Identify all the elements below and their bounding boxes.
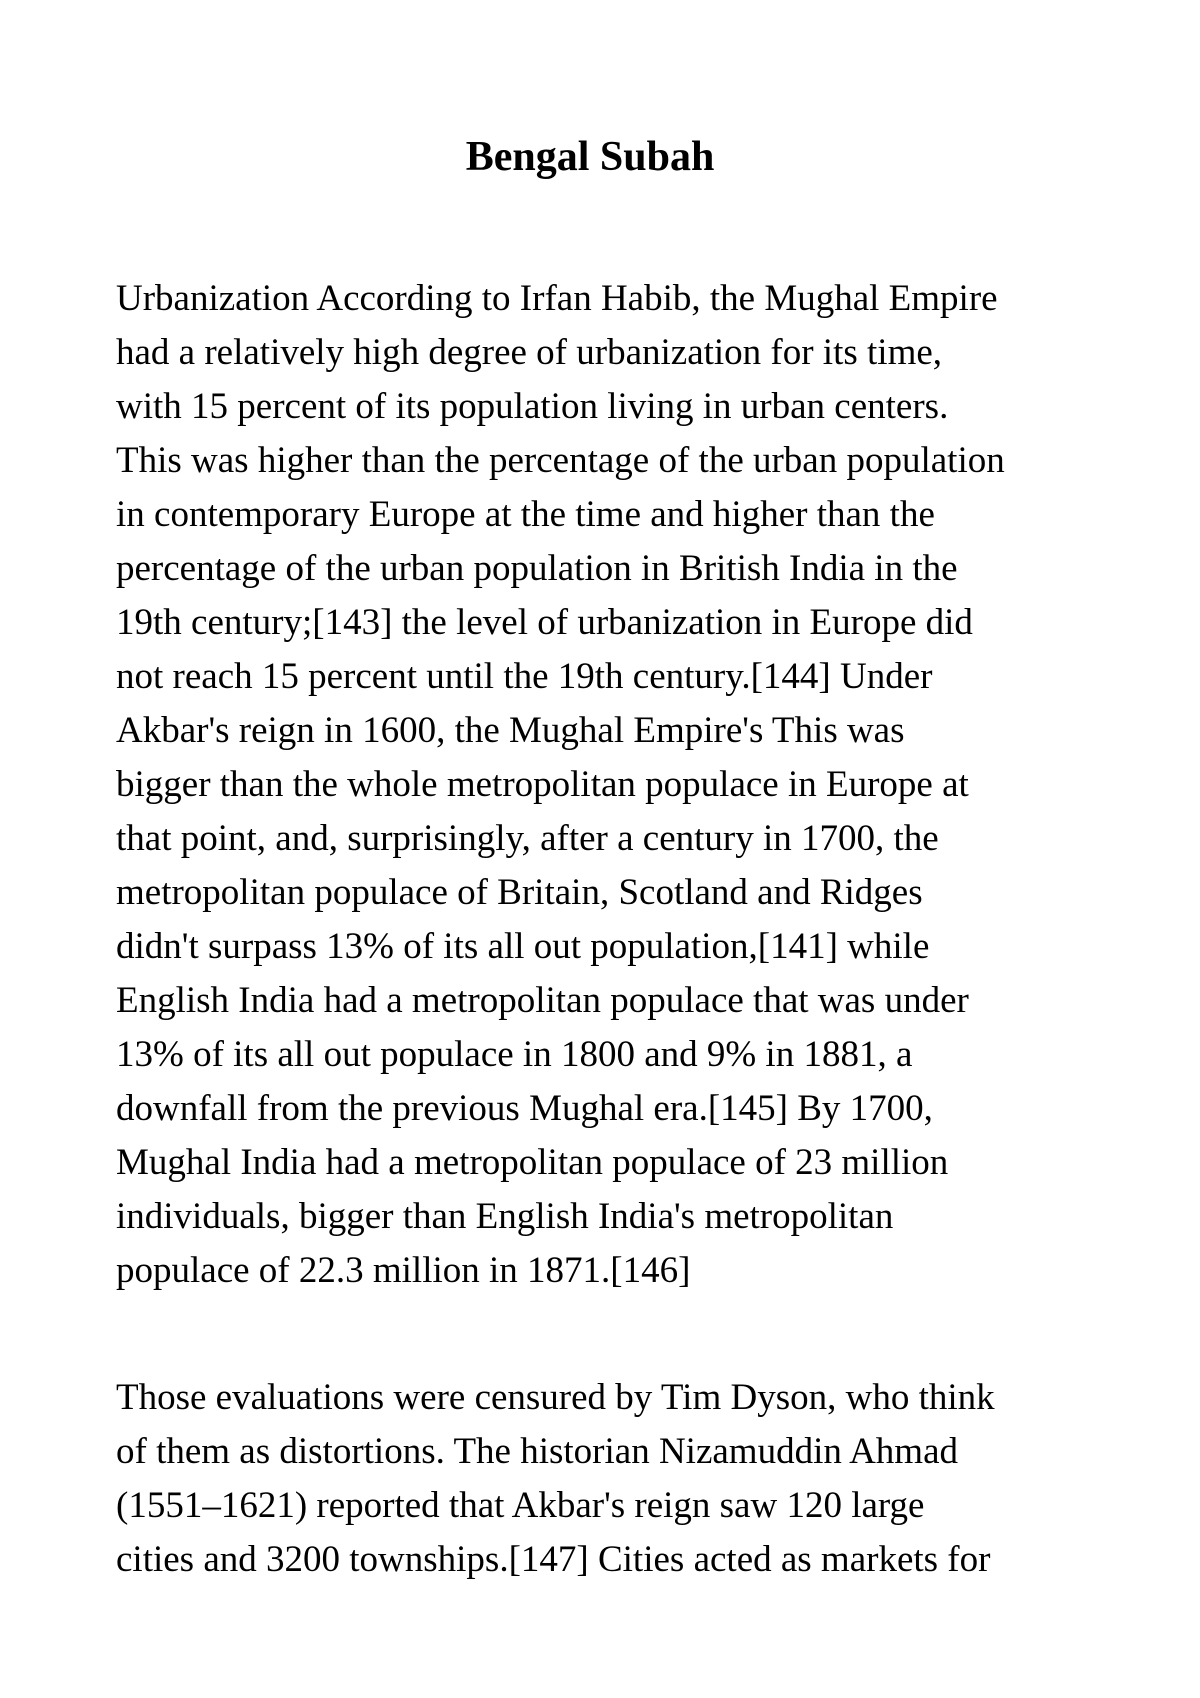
paragraph-line: with 15 percent of its population living in urban centers.: [116, 386, 949, 427]
paragraph-line: had a relatively high degree of urbanization for its time,: [116, 332, 943, 373]
paragraph-line: cities and 3200 townships.[147] Cities acted as markets for: [116, 1539, 991, 1580]
body-paragraph-2: [116, 1371, 1096, 1587]
paragraph-line: individuals, bigger than English India's metropolitan: [116, 1196, 894, 1237]
paragraph-line: English India had a metropolitan populace that was under: [116, 980, 969, 1021]
paragraph-line: 19th century;[143] the level of urbanization in Europe did: [116, 602, 973, 643]
paragraph-line: This was higher than the percentage of the urban population: [116, 440, 1005, 481]
paragraph-line: downfall from the previous Mughal era.[145] By 1700,: [116, 1088, 933, 1129]
paragraph-line: that point, and, surprisingly, after a century in 1700, the: [116, 818, 939, 859]
page-title: Bengal Subah: [465, 134, 715, 180]
paragraph-line: metropolitan populace of Britain, Scotland and Ridges: [116, 872, 923, 913]
paragraph-line: in contemporary Europe at the time and higher than the: [116, 494, 935, 535]
paragraph-line: Urbanization According to Irfan Habib, the Mughal Empire: [116, 278, 998, 319]
paragraph-line: bigger than the whole metropolitan populace in Europe at: [116, 764, 969, 805]
paragraph-line: (1551–1621) reported that Akbar's reign saw 120 large: [116, 1485, 925, 1526]
paragraph-line: percentage of the urban population in British India in the: [116, 548, 958, 589]
paragraph-line: Those evaluations were censured by Tim Dyson, who think: [116, 1377, 995, 1418]
paragraph-line: didn't surpass 13% of its all out population,[141] while: [116, 926, 930, 967]
paragraph-line: 13% of its all out populace in 1800 and 9% in 1881, a: [116, 1034, 913, 1075]
body-paragraph-1: [116, 272, 1096, 1298]
paragraph-line: not reach 15 percent until the 19th century.[144] Under: [116, 656, 933, 697]
paragraph-line: populace of 22.3 million in 1871.[146]: [116, 1250, 691, 1291]
paragraph-line: Akbar's reign in 1600, the Mughal Empire's This was: [116, 710, 905, 751]
paragraph-line: of them as distortions. The historian Nizamuddin Ahmad: [116, 1431, 958, 1472]
paragraph-line: Mughal India had a metropolitan populace of 23 million: [116, 1142, 949, 1183]
